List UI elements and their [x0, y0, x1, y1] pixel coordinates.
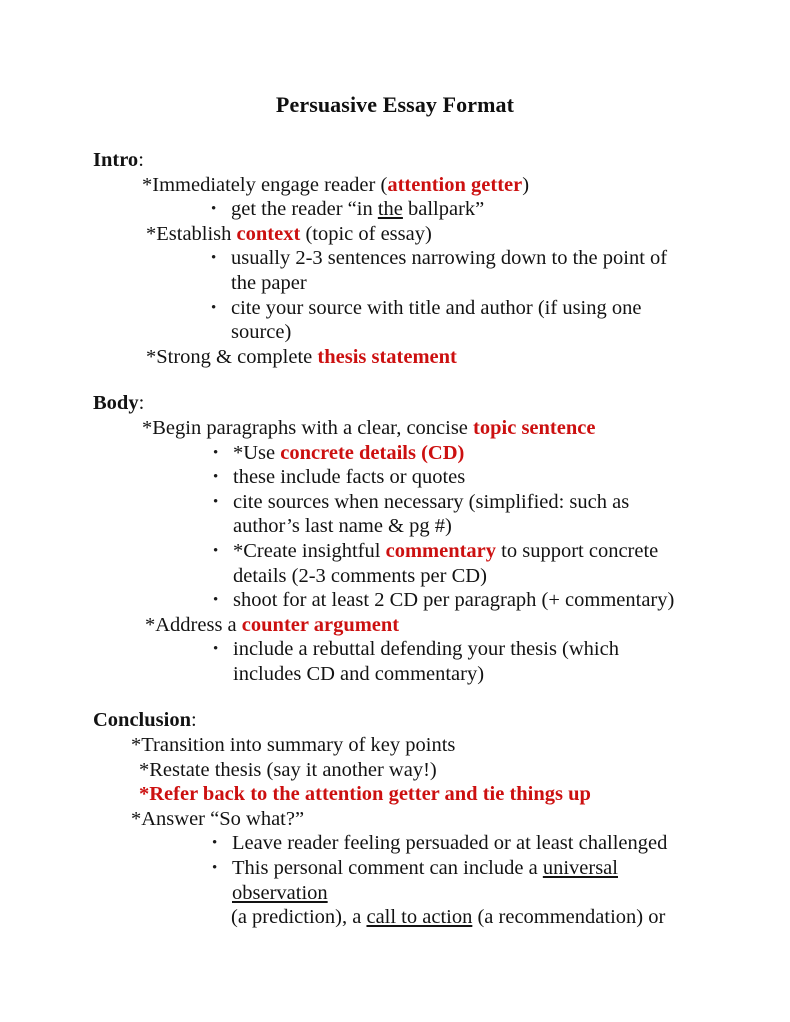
- text-run: Leave reader feeling persuaded or at least challenged: [232, 832, 668, 855]
- text-run: (a prediction), a: [231, 906, 367, 929]
- outline-star-item: [0, 782, 790, 807]
- section-heading-colon: :: [138, 149, 144, 171]
- text-run: shoot for at least 2 CD per paragraph (+ commentary): [233, 589, 675, 612]
- bullet-item-text: [0, 197, 790, 222]
- outline-star-item: [0, 345, 790, 370]
- text-run: *Restate thesis (say it another way!): [139, 758, 437, 781]
- section-heading: [0, 391, 790, 416]
- bullet-item-text: [0, 296, 790, 345]
- underlined-term: universal observation: [232, 857, 618, 904]
- text-run: This personal comment can include a: [232, 857, 543, 880]
- outline-star-item: [0, 173, 790, 198]
- text-run: cite your source with title and author (if using one source): [231, 296, 642, 344]
- highlighted-term: concrete details (CD): [280, 441, 465, 464]
- bullet-point-icon: •: [213, 641, 219, 658]
- bullet-point-icon: •: [212, 835, 218, 852]
- bullet-item-text: [0, 441, 790, 466]
- text-run: *Establish: [146, 222, 237, 245]
- highlighted-term: topic sentence: [473, 416, 596, 439]
- outline-section: [0, 391, 790, 686]
- section-heading-label: Conclusion: [93, 709, 191, 732]
- text-run: get the reader “in: [231, 198, 378, 221]
- outline-bullet-item: [0, 296, 790, 345]
- bullet-point-icon: •: [211, 250, 217, 267]
- bullet-item-text: [0, 539, 790, 588]
- text-run: *Create insightful: [233, 539, 386, 562]
- highlighted-term: attention getter: [387, 173, 523, 196]
- outline-bullet-item: [0, 588, 790, 613]
- outline-bullet-item: [0, 637, 790, 686]
- section-heading: [0, 148, 790, 173]
- text-run: to support concrete details (2-3 comments per CD): [233, 539, 659, 587]
- bullet-item-text: [0, 637, 790, 686]
- highlighted-term: counter argument: [241, 613, 400, 636]
- text-run: *Immediately engage reader (: [142, 173, 388, 196]
- outline-bullet-item: [0, 831, 790, 856]
- outline-star-item: [0, 613, 790, 638]
- bullet-item-text: [0, 490, 790, 539]
- text-run: usually 2-3 sentences narrowing down to the point of the paper: [231, 247, 668, 294]
- highlighted-term: *Refer back to the attention getter and tie things up: [139, 783, 591, 806]
- underlined-term: call to action: [366, 906, 473, 929]
- bullet-item-text: [0, 588, 790, 613]
- text-run: *Address a: [145, 613, 242, 636]
- bullet-point-icon: •: [211, 201, 217, 218]
- outline-bullet-item: [0, 197, 790, 222]
- text-run: *Use: [233, 441, 281, 464]
- outline-star-item: [0, 758, 790, 783]
- text-run: *Transition into summary of key points: [131, 734, 456, 757]
- highlighted-term: commentary: [385, 539, 497, 562]
- bullet-item-text: [0, 246, 790, 295]
- outline-bullet-item: [0, 856, 790, 905]
- bullet-point-icon: •: [211, 299, 217, 316]
- text-run: *Begin paragraphs with a clear, concise: [142, 416, 474, 439]
- bullet-item-text: [0, 465, 790, 490]
- outline-star-item: [0, 416, 790, 441]
- page-title: Persuasive Essay Format: [275, 92, 515, 117]
- section-heading: [0, 708, 790, 733]
- bullet-point-icon: •: [213, 493, 219, 510]
- bullet-point-icon: •: [213, 542, 219, 559]
- text-run: ballpark”: [402, 198, 485, 221]
- text-run: (a recommendation) or: [472, 906, 666, 929]
- section-heading-colon: :: [190, 709, 197, 732]
- text-run: *Strong & complete: [146, 345, 318, 368]
- underlined-term: the: [377, 198, 403, 221]
- text-run: cite sources when necessary (simplified: such as author’s last name & pg #): [233, 490, 630, 538]
- outline-bullet-item: [0, 465, 790, 490]
- document-body: [0, 148, 790, 930]
- outline-section: [0, 148, 790, 369]
- bullet-item-text: [0, 831, 790, 856]
- text-run: (topic of essay): [300, 222, 432, 245]
- highlighted-term: thesis statement: [317, 345, 457, 368]
- text-run: *Answer “So what?”: [131, 807, 305, 830]
- highlighted-term: context: [236, 222, 301, 245]
- bullet-point-icon: •: [213, 469, 219, 486]
- text-run: these include facts or quotes: [233, 466, 466, 489]
- section-heading-label: Body: [93, 392, 139, 415]
- outline-star-item: [0, 222, 790, 247]
- bullet-item-text: [0, 856, 790, 905]
- section-heading-colon: :: [138, 392, 145, 415]
- outline-star-item: [0, 733, 790, 758]
- section-heading-label: Intro: [93, 149, 139, 171]
- text-run: include a rebuttal defending your thesis (which includes CD and commentary): [233, 638, 619, 685]
- outline-star-item: [0, 807, 790, 832]
- text-run: ): [522, 173, 530, 196]
- outline-bullet-item: [0, 246, 790, 295]
- outline-bullet-item: [0, 441, 790, 466]
- outline-continuation-line: [0, 905, 790, 930]
- bullet-point-icon: •: [213, 592, 219, 609]
- outline-bullet-item: [0, 490, 790, 539]
- bullet-point-icon: •: [212, 860, 218, 877]
- outline-section: [0, 708, 790, 929]
- outline-bullet-item: [0, 539, 790, 588]
- bullet-point-icon: •: [213, 444, 219, 461]
